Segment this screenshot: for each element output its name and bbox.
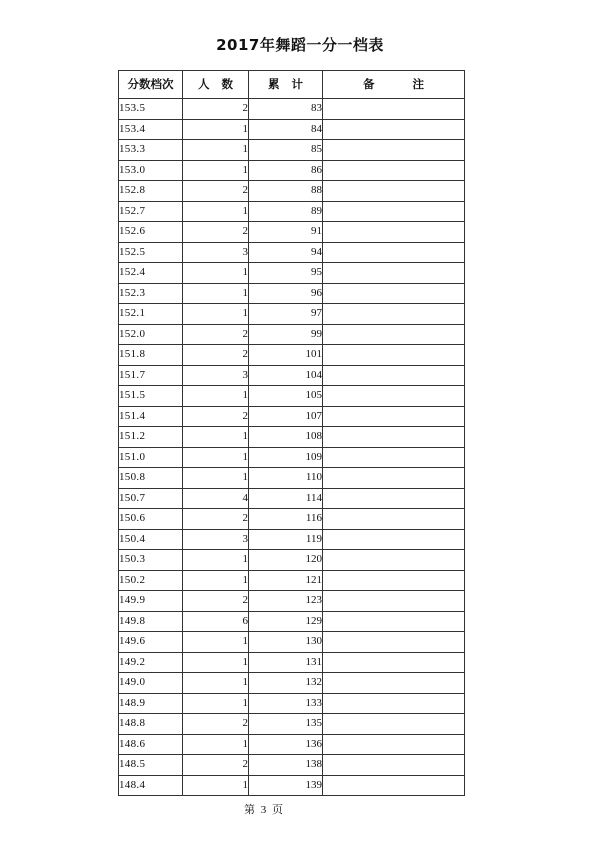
column-header-count: 人 数	[183, 71, 249, 99]
cumulative-cell: 136	[249, 734, 323, 755]
remark-cell	[323, 652, 465, 673]
remark-cell	[323, 324, 465, 345]
table-row	[119, 324, 465, 345]
score-cell: 149.6	[119, 632, 183, 653]
cumulative-cell: 132	[249, 673, 323, 694]
score-cell: 152.4	[119, 263, 183, 284]
table-row	[119, 468, 465, 489]
count-cell: 3	[183, 242, 249, 263]
score-cell: 149.9	[119, 591, 183, 612]
table-row	[119, 509, 465, 530]
table-row	[119, 755, 465, 776]
remark-cell	[323, 283, 465, 304]
remark-cell	[323, 468, 465, 489]
score-cell: 148.9	[119, 693, 183, 714]
cumulative-cell: 107	[249, 406, 323, 427]
score-cell: 152.1	[119, 304, 183, 325]
remark-cell	[323, 427, 465, 448]
remark-cell	[323, 775, 465, 796]
cumulative-cell: 119	[249, 529, 323, 550]
remark-cell	[323, 693, 465, 714]
cumulative-cell: 108	[249, 427, 323, 448]
score-cell: 151.7	[119, 365, 183, 386]
remark-cell	[323, 181, 465, 202]
score-cell: 151.0	[119, 447, 183, 468]
remark-cell	[323, 201, 465, 222]
score-cell: 153.4	[119, 119, 183, 140]
score-distribution-table	[118, 70, 465, 796]
remark-cell	[323, 263, 465, 284]
cumulative-cell: 139	[249, 775, 323, 796]
count-cell: 1	[183, 283, 249, 304]
cumulative-cell: 120	[249, 550, 323, 571]
cumulative-cell: 131	[249, 652, 323, 673]
score-cell: 150.2	[119, 570, 183, 591]
table-row	[119, 632, 465, 653]
remark-cell	[323, 488, 465, 509]
remark-cell	[323, 591, 465, 612]
count-cell: 1	[183, 427, 249, 448]
score-cell: 151.8	[119, 345, 183, 366]
count-cell: 1	[183, 570, 249, 591]
table-row	[119, 263, 465, 284]
remark-cell	[323, 447, 465, 468]
column-header-score: 分数档次	[119, 71, 183, 99]
table-row	[119, 386, 465, 407]
table-row	[119, 181, 465, 202]
cumulative-cell: 89	[249, 201, 323, 222]
table-row	[119, 119, 465, 140]
count-cell: 2	[183, 222, 249, 243]
count-cell: 2	[183, 99, 249, 120]
table-row	[119, 427, 465, 448]
table-row	[119, 734, 465, 755]
table-row	[119, 365, 465, 386]
cumulative-cell: 96	[249, 283, 323, 304]
score-cell: 152.8	[119, 181, 183, 202]
table-row	[119, 775, 465, 796]
count-cell: 2	[183, 406, 249, 427]
score-cell: 148.4	[119, 775, 183, 796]
remark-cell	[323, 99, 465, 120]
score-cell: 152.3	[119, 283, 183, 304]
score-cell: 149.0	[119, 673, 183, 694]
remark-cell	[323, 119, 465, 140]
table-row	[119, 406, 465, 427]
count-cell: 1	[183, 119, 249, 140]
score-cell: 150.6	[119, 509, 183, 530]
table-row	[119, 591, 465, 612]
cumulative-cell: 88	[249, 181, 323, 202]
count-cell: 1	[183, 693, 249, 714]
cumulative-cell: 123	[249, 591, 323, 612]
cumulative-cell: 84	[249, 119, 323, 140]
table-row	[119, 283, 465, 304]
cumulative-cell: 95	[249, 263, 323, 284]
cumulative-cell: 83	[249, 99, 323, 120]
cumulative-cell: 97	[249, 304, 323, 325]
cumulative-cell: 94	[249, 242, 323, 263]
count-cell: 1	[183, 160, 249, 181]
cumulative-cell: 138	[249, 755, 323, 776]
score-cell: 153.0	[119, 160, 183, 181]
remark-cell	[323, 406, 465, 427]
cumulative-cell: 116	[249, 509, 323, 530]
remark-cell	[323, 570, 465, 591]
count-cell: 2	[183, 345, 249, 366]
header-row	[119, 71, 465, 99]
score-cell: 151.2	[119, 427, 183, 448]
score-cell: 150.8	[119, 468, 183, 489]
score-cell: 148.5	[119, 755, 183, 776]
remark-cell	[323, 160, 465, 181]
remark-cell	[323, 365, 465, 386]
score-cell: 149.8	[119, 611, 183, 632]
page-number: 第 3 页	[244, 804, 283, 816]
score-cell: 153.3	[119, 140, 183, 161]
table-row	[119, 488, 465, 509]
cumulative-cell: 105	[249, 386, 323, 407]
cumulative-cell: 130	[249, 632, 323, 653]
score-cell: 150.7	[119, 488, 183, 509]
count-cell: 1	[183, 734, 249, 755]
score-cell: 153.5	[119, 99, 183, 120]
cumulative-cell: 104	[249, 365, 323, 386]
table-body	[119, 99, 465, 796]
remark-cell	[323, 755, 465, 776]
table-row	[119, 570, 465, 591]
remark-cell	[323, 242, 465, 263]
cumulative-cell: 109	[249, 447, 323, 468]
table-row	[119, 222, 465, 243]
table-row	[119, 447, 465, 468]
cumulative-cell: 99	[249, 324, 323, 345]
count-cell: 1	[183, 263, 249, 284]
table-row	[119, 140, 465, 161]
score-cell: 152.5	[119, 242, 183, 263]
cumulative-cell: 101	[249, 345, 323, 366]
cumulative-cell: 114	[249, 488, 323, 509]
table-row	[119, 304, 465, 325]
table-row	[119, 714, 465, 735]
count-cell: 1	[183, 447, 249, 468]
cumulative-cell: 110	[249, 468, 323, 489]
remark-cell	[323, 304, 465, 325]
count-cell: 1	[183, 140, 249, 161]
remark-cell	[323, 529, 465, 550]
cumulative-cell: 135	[249, 714, 323, 735]
cumulative-cell: 121	[249, 570, 323, 591]
remark-cell	[323, 140, 465, 161]
remark-cell	[323, 509, 465, 530]
count-cell: 1	[183, 201, 249, 222]
score-cell: 151.5	[119, 386, 183, 407]
score-cell: 151.4	[119, 406, 183, 427]
table-row	[119, 160, 465, 181]
count-cell: 3	[183, 529, 249, 550]
score-cell: 152.0	[119, 324, 183, 345]
cumulative-cell: 133	[249, 693, 323, 714]
count-cell: 1	[183, 632, 249, 653]
count-cell: 1	[183, 304, 249, 325]
count-cell: 6	[183, 611, 249, 632]
remark-cell	[323, 611, 465, 632]
score-cell: 152.6	[119, 222, 183, 243]
score-cell: 148.8	[119, 714, 183, 735]
table-row	[119, 345, 465, 366]
count-cell: 3	[183, 365, 249, 386]
count-cell: 1	[183, 652, 249, 673]
count-cell: 2	[183, 509, 249, 530]
table-row	[119, 99, 465, 120]
table-row	[119, 693, 465, 714]
cumulative-cell: 86	[249, 160, 323, 181]
remark-cell	[323, 345, 465, 366]
page-title: 2017年舞蹈一分一档表	[216, 36, 384, 54]
score-cell: 152.7	[119, 201, 183, 222]
cumulative-cell: 85	[249, 140, 323, 161]
column-header-cumulative: 累 计	[249, 71, 323, 99]
column-header-remark: 备 注	[323, 71, 465, 99]
score-cell: 148.6	[119, 734, 183, 755]
table-row	[119, 652, 465, 673]
remark-cell	[323, 632, 465, 653]
count-cell: 4	[183, 488, 249, 509]
count-cell: 2	[183, 591, 249, 612]
table-row	[119, 611, 465, 632]
table-row	[119, 550, 465, 571]
count-cell: 1	[183, 673, 249, 694]
count-cell: 1	[183, 550, 249, 571]
count-cell: 1	[183, 775, 249, 796]
table-row	[119, 529, 465, 550]
count-cell: 1	[183, 386, 249, 407]
cumulative-cell: 91	[249, 222, 323, 243]
remark-cell	[323, 550, 465, 571]
table-row	[119, 673, 465, 694]
table-row	[119, 201, 465, 222]
count-cell: 1	[183, 468, 249, 489]
count-cell: 2	[183, 714, 249, 735]
score-cell: 150.3	[119, 550, 183, 571]
remark-cell	[323, 714, 465, 735]
remark-cell	[323, 673, 465, 694]
remark-cell	[323, 734, 465, 755]
count-cell: 2	[183, 181, 249, 202]
cumulative-cell: 129	[249, 611, 323, 632]
count-cell: 2	[183, 324, 249, 345]
remark-cell	[323, 222, 465, 243]
table-row	[119, 242, 465, 263]
count-cell: 2	[183, 755, 249, 776]
table-header	[119, 71, 465, 99]
score-cell: 149.2	[119, 652, 183, 673]
score-cell: 150.4	[119, 529, 183, 550]
remark-cell	[323, 386, 465, 407]
